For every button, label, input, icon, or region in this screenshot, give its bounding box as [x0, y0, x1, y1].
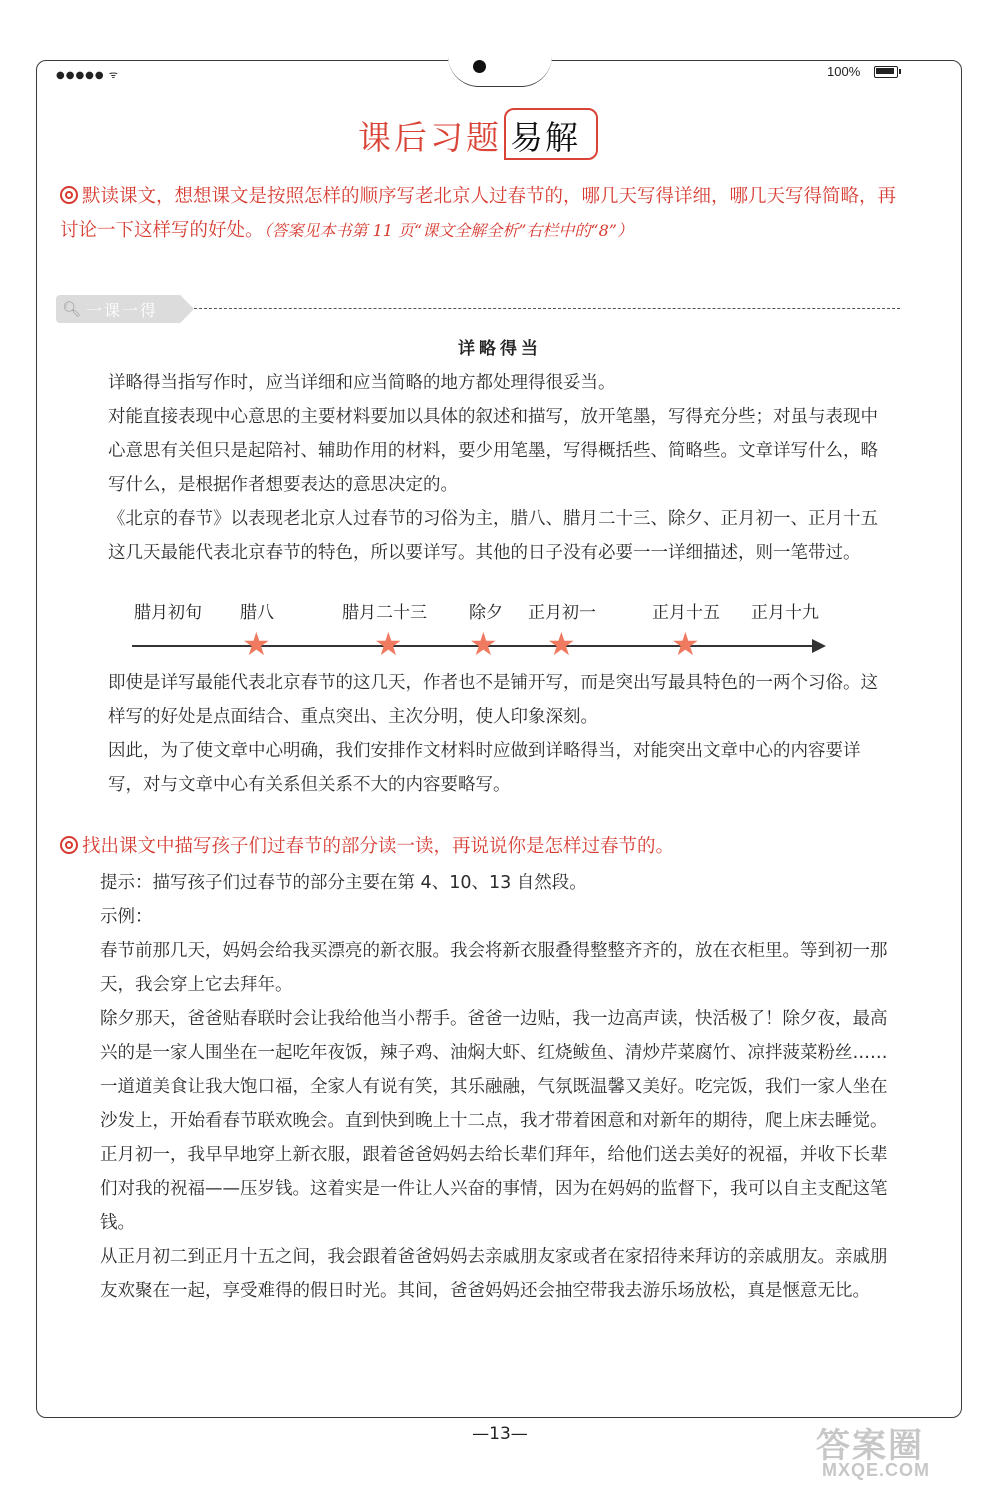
star-icon: ★ — [671, 625, 700, 663]
magnifier-icon: 🔍︎ — [62, 300, 82, 318]
question-2 — [60, 830, 674, 864]
star-icon: ★ — [374, 625, 403, 663]
star-icon: ★ — [242, 625, 271, 663]
timeline-label: 正月十九 — [751, 603, 819, 623]
section-badge-label: 一课一得 — [86, 301, 159, 320]
timeline-label: 腊月初旬 — [134, 603, 202, 623]
paragraph: 因此，为了使文章中心明确，我们安排作文材料时应做到详略得当，对能突出文章中心的内容要详写，对与文章中心有关系但关系不大的内容要略写。 — [108, 741, 861, 795]
star-icon: ★ — [547, 625, 576, 663]
tablet-notch — [448, 56, 552, 87]
title-black-part: 易解 — [510, 118, 580, 157]
section-heading: 详略得当 — [458, 339, 542, 359]
watermark-top: 答案圈 — [816, 1426, 924, 1466]
hint: 提示：描写孩子们过春节的部分主要在第 4、10、13 自然段。 — [100, 873, 587, 893]
timeline-label: 正月十五 — [652, 603, 720, 623]
question-1-text: 默读课文，想想课文是按照怎样的顺序写老北京人过春节的，哪几天写得详细，哪几天写得简略，再讨论一下这样写的好处。 — [60, 186, 897, 241]
signal-icon: ●●●●● ᯤ — [56, 70, 119, 81]
star-icon: ★ — [469, 625, 498, 663]
camera-dot — [473, 60, 486, 73]
title-red-part: 课后习题 — [358, 118, 502, 157]
paragraph: 即使是详写最能代表北京春节的这几天，作者也不是铺开写，而是突出写最具特色的一两个习俗。这样写的好处是点面结合、重点突出、主次分明，使人印象深刻。 — [108, 673, 878, 727]
answer-block — [100, 866, 900, 1308]
watermark-bottom: MXQE.COM — [822, 1460, 931, 1480]
example-paragraph: 正月初一，我早早地穿上新衣服，跟着爸爸妈妈去给长辈们拜年，给他们送去美好的祝福，并收下长辈们对我的祝福——压岁钱。这着实是一件让人兴奋的事情，因为在妈妈的监督下，我可以自主支配这笔钱。 — [100, 1145, 888, 1233]
question-icon — [60, 836, 78, 854]
example-paragraph: 从正月初二到正月十五之间，我会跟着爸爸妈妈去亲戚朋友家或者在家招待来拜访的亲戚朋友。亲戚朋友欢聚在一起，享受难得的假日时光。其间，爸爸妈妈还会抽空带我去游乐场放松，真是惬意无比。 — [100, 1247, 888, 1301]
paragraph: 详略得当指写作时，应当详细和应当简略的地方都处理得很妥当。 — [108, 373, 616, 393]
paragraph: 《北京的春节》以表现老北京人过春节的习俗为主，腊八、腊月二十三、除夕、正月初一、正月十五这几天最能代表北京春节的特色，所以要详写。其他的日子没有必要一一详细描述，则一笔带过。 — [108, 509, 878, 563]
timeline-label: 腊八 — [240, 603, 274, 623]
timeline-label: 腊月二十三 — [342, 603, 427, 623]
explanation-block — [108, 366, 888, 570]
question-icon — [60, 186, 78, 204]
section-divider — [194, 308, 900, 309]
timeline-label: 除夕 — [469, 603, 503, 623]
timeline-arrow-icon — [812, 639, 826, 653]
timeline-label: 正月初一 — [528, 603, 596, 623]
example-paragraph: 春节前那几天，妈妈会给我买漂亮的新衣服。我会将新衣服叠得整整齐齐的，放在衣柜里。等到初一那天，我会穿上它去拜年。 — [100, 941, 888, 995]
paragraph: 对能直接表现中心意思的主要材料要加以具体的叙述和描写，放开笔墨，写得充分些；对虽与表现中心意思有关但只是起陪衬、辅助作用的材料，要少用笔墨，写得概括些、简略些。文章详写什么，略写什么，是根据作者想要表达的意思决定的。 — [108, 407, 878, 495]
example-label: 示例： — [100, 907, 153, 927]
explanation-block-2 — [108, 666, 888, 802]
watermark — [812, 1418, 990, 1484]
question-1 — [60, 180, 900, 248]
battery-percent: 100% — [827, 64, 861, 79]
question-1-note: （答案见本书第 11 页“课文全解全析”右栏中的“8”） — [263, 221, 633, 240]
question-2-text: 找出课文中描写孩子们过春节的部分读一读，再说说你是怎样过春节的。 — [82, 836, 675, 857]
battery-icon — [874, 66, 898, 78]
page-number: —13— — [472, 1424, 528, 1444]
example-paragraph: 除夕那天，爸爸贴春联时会让我给他当小帮手。爸爸一边贴，我一边高声读，快活极了！除夕夜，最高兴的是一家人围坐在一起吃年夜饭，辣子鸡、油焖大虾、红烧鲅鱼、清炒芹菜腐竹、凉拌菠菜粉丝……一道道美食让我大饱口福，全家人有说有笑，其乐融融，气氛既温馨又美好。吃完饭，我们一家人坐在沙发上，开始看春节联欢晚会。直到快到晚上十二点，我才带着困意和对新年的期待，爬上床去睡觉。 — [100, 1009, 888, 1131]
